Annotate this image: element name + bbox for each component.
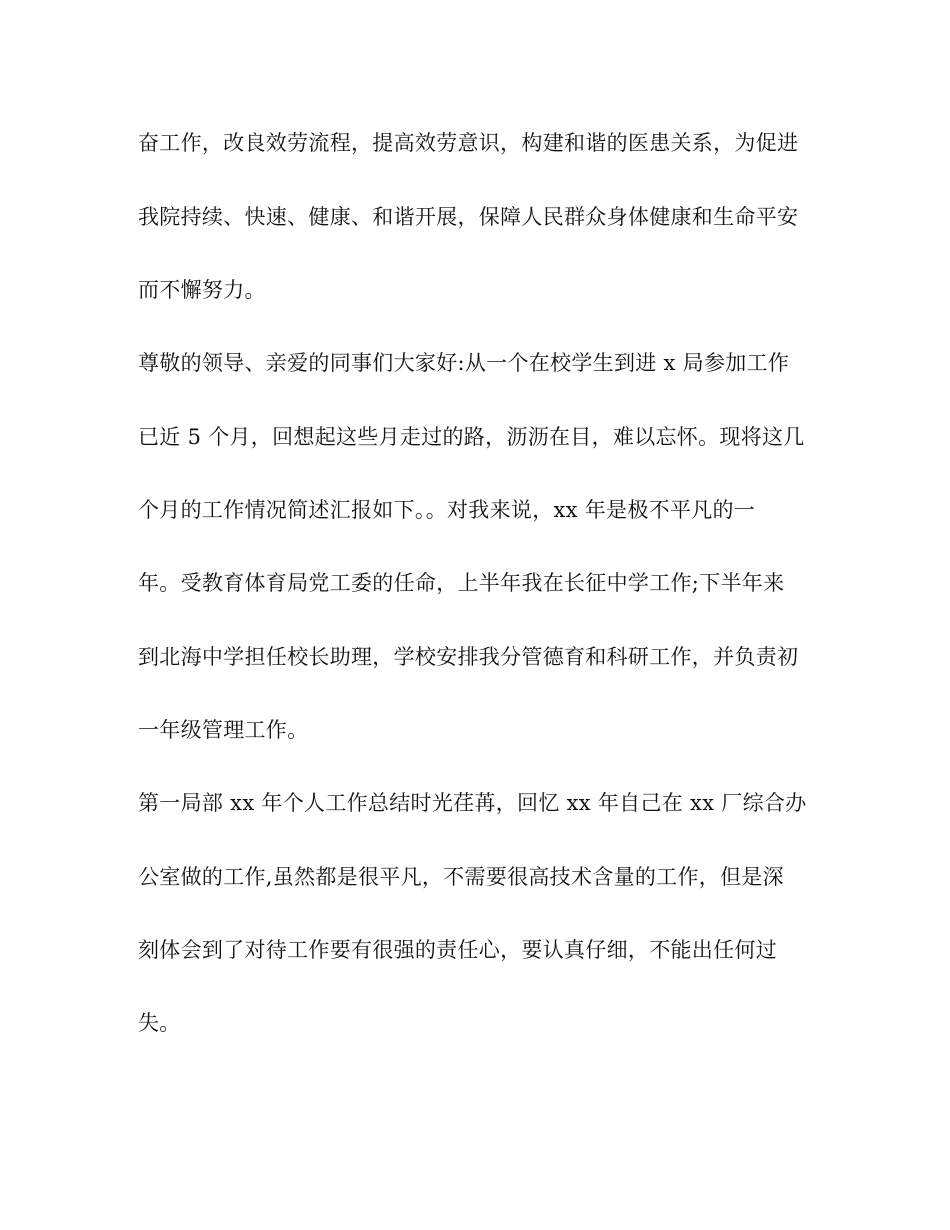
paragraph-2-line-5: 到北海中学担任校长助理，学校安排我分管德育和科研工作，并负责初 — [138, 645, 799, 669]
paragraph-2-line-2: 已近 5 个月，回想起这些月走过的路，沥沥在目，难以忘怀。现将这几 — [138, 425, 805, 449]
paragraph-2-line-1: 尊敬的领导、亲爱的同事们大家好:从一个在校学生到进 x 局参加工作 — [138, 351, 790, 375]
paragraph-1-line-2: 我院持续、快速、健康、和谐开展，保障人民群众身体健康和生命平安 — [138, 205, 799, 229]
paragraph-1-line-1: 奋工作，改良效劳流程，提高效劳意识，构建和谐的医患关系，为促进 — [138, 131, 799, 155]
paragraph-3-line-2: 公室做的工作,虽然都是很平凡，不需要很高技术含量的工作，但是深 — [138, 865, 784, 889]
paragraph-3-line-3: 刻体会到了对待工作要有很强的责任心，要认真仔细，不能出任何过 — [138, 938, 777, 962]
paragraph-1-line-3: 而不懈努力。 — [138, 278, 266, 302]
paragraph-2-line-6: 一年级管理工作。 — [138, 718, 309, 742]
paragraph-3-line-4: 失。 — [138, 1011, 181, 1035]
paragraph-2-line-3: 个月的工作情况简述汇报如下。。对我来说，xx 年是极不平凡的一 — [138, 498, 756, 522]
paragraph-3-line-1: 第一局部 xx 年个人工作总结时光荏苒，回忆 xx 年自己在 xx 厂综合办 — [138, 791, 807, 815]
paragraph-2-line-4: 年。受教育体育局党工委的任命，上半年我在长征中学工作;下半年来 — [138, 571, 785, 595]
